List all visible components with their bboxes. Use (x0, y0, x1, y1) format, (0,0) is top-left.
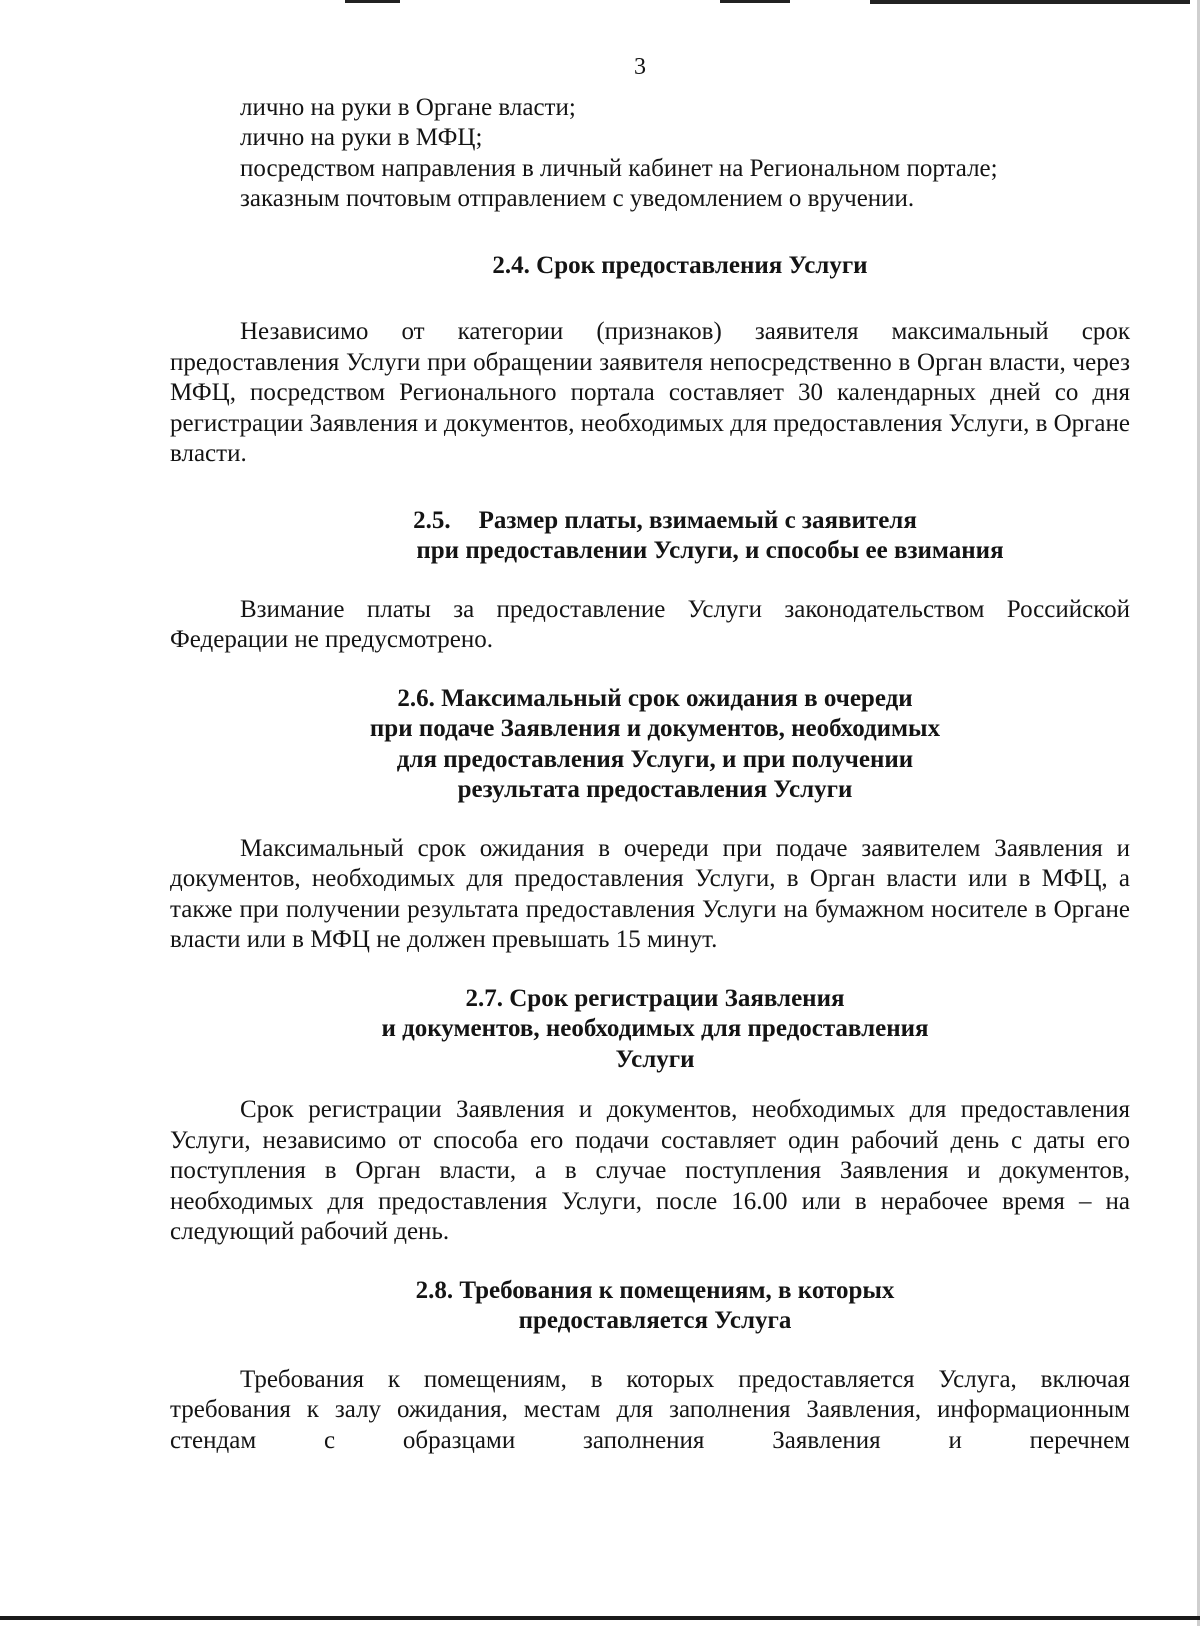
section-heading-line: предоставляется Услуга (518, 1307, 792, 1334)
section-2-4 (170, 251, 1130, 470)
section-heading-line: для предоставления Услуги, и при получении (396, 745, 914, 773)
delivery-methods-list (170, 93, 1130, 215)
scan-edge-top (0, 0, 1200, 6)
section-2-8 (170, 1276, 1130, 1457)
section-paragraph: Взимание платы за предоставление Услуги законодательством Российской Федерации не предусмотрено. (170, 595, 1130, 653)
document-page (170, 52, 1130, 1456)
section-heading-line: Услуги (615, 1045, 695, 1073)
section-number: 2.5. (413, 506, 451, 534)
section-heading-line: при подаче Заявления и документов, необходимых (369, 715, 941, 742)
section-heading-line: результата предоставления Услуги (457, 776, 853, 803)
section-2-5 (170, 506, 1130, 656)
section-heading-line: и документов, необходимых для предоставления (381, 1015, 929, 1042)
section-heading: 2.8. Требования к помещениям, в которых (415, 1276, 895, 1304)
list-item: лично на руки в МФЦ; (240, 124, 483, 151)
section-2-7 (170, 984, 1130, 1248)
section-paragraph: Независимо от категории (признаков) заявителя максимальный срок предоставления Услуги при обращении заявителя непосредственно в Орган власти, через МФЦ, посредством Регионального портала составляет 30 календарных дней со дня регистрации Заявления и документов, необходимых для предоставления Услуги, в Органе власти. (170, 318, 1130, 467)
section-heading: 2.5. Размер платы, взимаемый с заявителя (170, 506, 1130, 537)
section-heading: 2.7. Срок регистрации Заявления (465, 984, 845, 1012)
section-2-6 (170, 684, 1130, 956)
list-item: посредством направления в личный кабинет на Региональном портале; (240, 154, 998, 182)
scan-edge-bottom (0, 1616, 1200, 1620)
list-item: лично на руки в Органе власти; (240, 93, 576, 121)
section-heading: 2.6. Максимальный срок ожидания в очереди (397, 684, 913, 712)
section-heading: 2.4. Срок предоставления Услуги (492, 251, 868, 279)
section-paragraph: Требования к помещениям, в которых предоставляется Услуга, включая требования к залу ожидания, местам для заполнения Заявления, информационным стендам с образцами заполнения Заявления и перечнем (170, 1365, 1130, 1454)
section-paragraph: Максимальный срок ожидания в очереди при подаче заявителем Заявления и документов, необходимых для предоставления Услуги, в Орган власти или в МФЦ, а также при получении результата предоставления Услуги на бумажном носителе в Органе власти или в МФЦ не должен превышать 15 минут. (170, 834, 1130, 953)
section-paragraph: Срок регистрации Заявления и документов, необходимых для предоставления Услуги, независимо от способа его подачи составляет один рабочий день с даты его поступления в Орган власти, а в случае поступления Заявления и документов, необходимых для предоставления Услуги, после 16.00 или в нерабочее время – на следующий рабочий день. (170, 1096, 1130, 1245)
list-item: заказным почтовым отправлением с уведомлением о вручении. (240, 185, 915, 212)
page-number: 3 (634, 54, 646, 80)
section-heading-line: при предоставлении Услуги, и способы ее взимания (416, 537, 1004, 564)
